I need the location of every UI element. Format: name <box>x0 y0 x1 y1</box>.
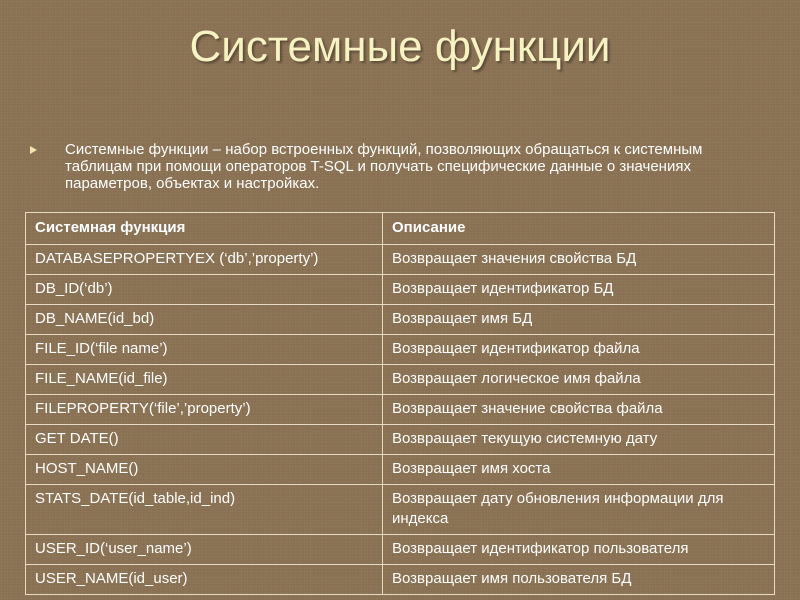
table-row <box>26 455 775 485</box>
table-row <box>26 275 775 305</box>
system-functions-table <box>25 212 775 595</box>
table-row <box>26 485 775 535</box>
description-cell: Возвращает логическое имя файла <box>383 365 775 395</box>
table-row <box>26 535 775 565</box>
header-function: Системная функция <box>26 213 383 245</box>
description-cell: Возвращает значения свойства БД <box>383 245 775 275</box>
function-cell: DATABASEPROPERTYEX (‘db’,’property’) <box>26 245 383 275</box>
function-cell: DB_NAME(id_bd) <box>26 305 383 335</box>
description-cell: Возвращает имя БД <box>383 305 775 335</box>
triangle-bullet-icon <box>30 146 37 154</box>
description-cell: Возвращает дату обновления информации для индекса <box>383 485 775 535</box>
table-row <box>26 395 775 425</box>
function-cell: HOST_NAME() <box>26 455 383 485</box>
bullet-text: Системные функции – набор встроенных функций, позволяющих обращаться к системным таблицам при помощи операторов T-SQL и получать специфические данные о значениях параметров, объектах и настройках. <box>65 141 703 192</box>
function-cell: STATS_DATE(id_table,id_ind) <box>26 485 383 535</box>
function-cell: DB_ID(‘db’) <box>26 275 383 305</box>
function-cell: GET DATE() <box>26 425 383 455</box>
table-row <box>26 245 775 275</box>
function-cell: FILE_ID(‘file name’) <box>26 335 383 365</box>
table-row <box>26 565 775 595</box>
description-cell: Возвращает идентификатор БД <box>383 275 775 305</box>
description-cell: Возвращает значение свойства файла <box>383 395 775 425</box>
description-cell: Возвращает имя пользователя БД <box>383 565 775 595</box>
function-cell: FILE_NAME(id_file) <box>26 365 383 395</box>
description-cell: Возвращает имя хоста <box>383 455 775 485</box>
table-row <box>26 305 775 335</box>
description-cell: Возвращает идентификатор пользователя <box>383 535 775 565</box>
table-header-row <box>26 213 775 245</box>
function-cell: USER_NAME(id_user) <box>26 565 383 595</box>
table-row <box>26 335 775 365</box>
table-row <box>26 365 775 395</box>
bullet-item <box>30 141 740 192</box>
function-cell: USER_ID(‘user_name’) <box>26 535 383 565</box>
slide-title: Системные функции <box>189 22 611 71</box>
table-row <box>26 425 775 455</box>
header-description: Описание <box>383 213 775 245</box>
description-cell: Возвращает текущую системную дату <box>383 425 775 455</box>
description-cell: Возвращает идентификатор файла <box>383 335 775 365</box>
function-cell: FILEPROPERTY(‘file’,’property’) <box>26 395 383 425</box>
